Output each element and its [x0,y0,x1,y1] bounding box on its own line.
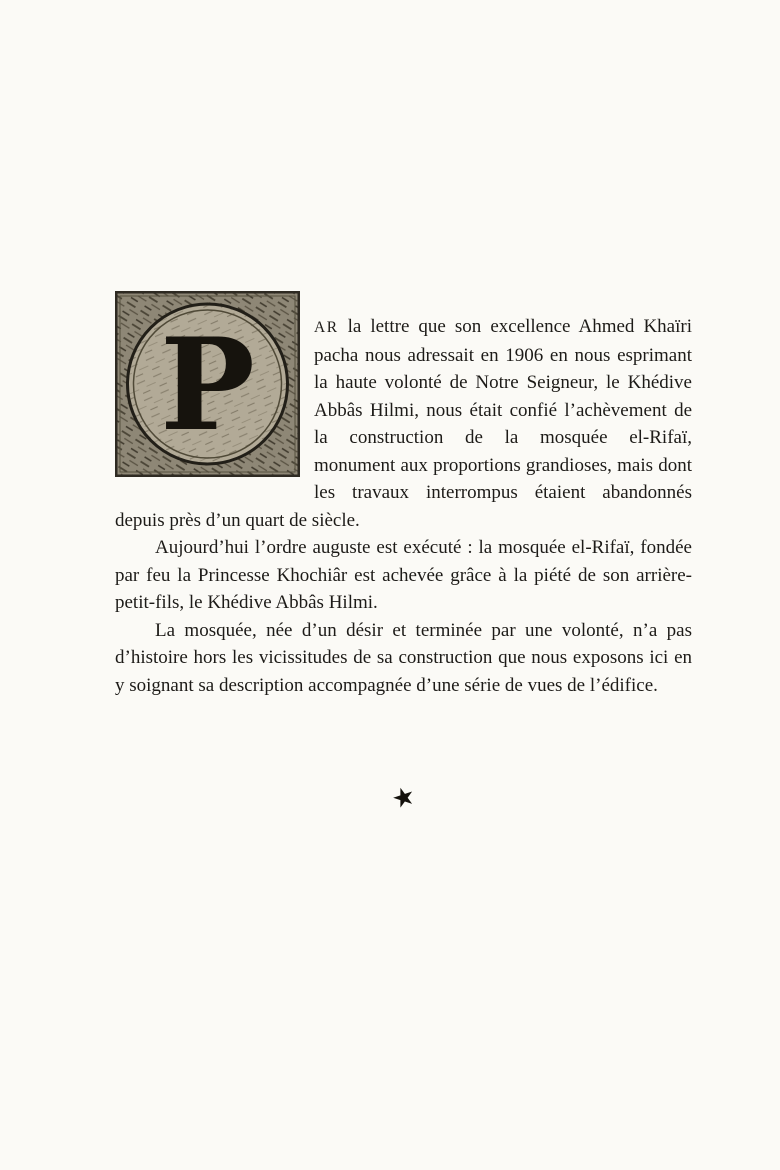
text-block [115,311,692,815]
paragraph-opening [115,313,692,534]
star-glyph: ★ [387,780,419,815]
paragraph-opening-text: la lettre que son excellence Ahmed Khaïri pacha nous adressait en 1906 en nous esprimant la haute volonté de Notre Seigneur, le Khédive Abbâs Hilmi, nous était confié l’achèvement de la construction de la mosquée el-Rifaï, monument aux proportions grandioses, mais dont les travaux interrompus étaient abandonnés depuis près d’un quart de siècle. [115,316,692,531]
dropcap-letter: P [160,311,255,459]
dropcap-initial-p [115,291,300,477]
paragraph-3: La mosquée, née d’un désir et terminée par une volonté, n’a pas d’histoire hors les vicissitudes de sa construction que nous exposons ici en y soignant sa description accompagnée d’une série de vues de l’édifice. [115,619,692,696]
star-ornament [115,780,692,815]
dropcap-woodcut-image [115,291,300,477]
paragraph-2: Aujourd’hui l’ordre auguste est exécuté : la mosquée el-Rifaï, fondée par feu la Princesse Khochiâr est achevée grâce à la piété de son arrière-petit-fils, le Khédive Abbâs Hilmi. [115,537,692,613]
lead-in-caps: AR [314,319,339,336]
